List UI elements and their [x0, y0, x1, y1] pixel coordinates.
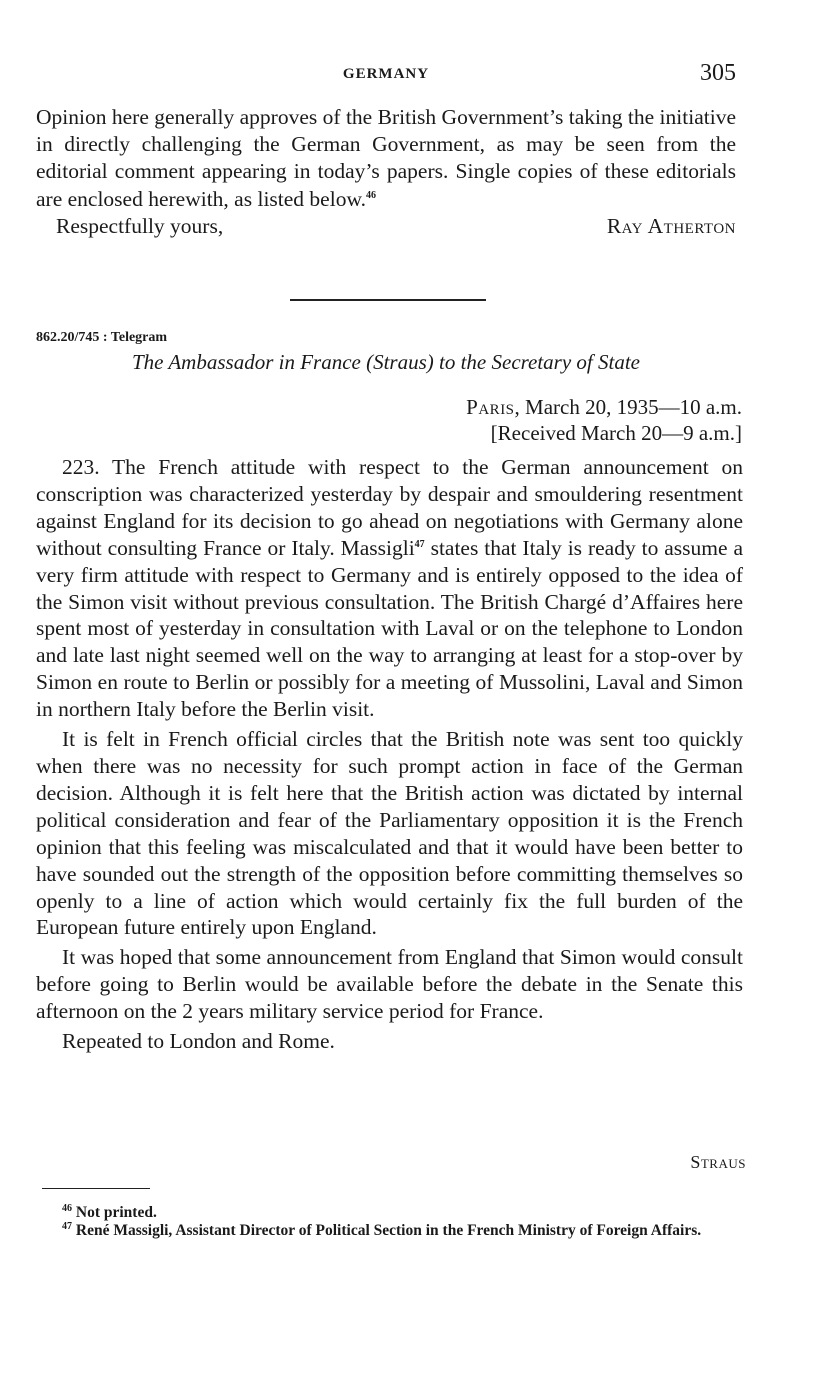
running-title: GERMANY [342, 66, 430, 82]
footnote-text: Not printed. [72, 1204, 157, 1221]
letter-signature: Ray Atherton [606, 213, 736, 238]
paragraph-1-text-b: states that Italy is ready to assume a very firm attitude with respect to Germany and is entirely opposed to the idea of the Simon visit without previous consultation. The British Chargé d’Affaires here spent most of yesterday in consultation with Laval or on the telephone to London and late last night seemed well on the way to arranging at least for a stop-over by Simon en route to Berlin or possibly for a meeting of Mussolini, Laval and Simon in northern Italy before the Berlin visit. [36, 535, 743, 722]
footnote-mark: 46 [62, 1202, 72, 1214]
telegram-paragraph-1 [36, 454, 743, 723]
letter-paragraph [36, 104, 736, 213]
letter-closing-line [36, 213, 736, 240]
telegram-body [36, 454, 743, 1055]
footnote-47 [42, 1222, 744, 1240]
footnote-ref-47[interactable]: 47 [414, 538, 425, 550]
footnote-ref-46[interactable]: 46 [365, 189, 376, 201]
complimentary-close: Respectfully yours, [56, 213, 224, 238]
document-title: The Ambassador in France (Straus) to the Secretary of State [131, 350, 641, 374]
dateline-received: [Received March 20—9 a.m.] [490, 421, 742, 445]
running-head [36, 60, 736, 94]
dateline-place: Paris [466, 395, 515, 419]
paragraph-1-text-a: The French attitude with respect to the German announcement on conscription was characterized yesterday by despair and smouldering resentment against England for its decision to go ahead on negotiations with Germany alone without consulting France or Italy. Massigli [36, 455, 743, 560]
footnote-text: René Massigli, Assistant Director of Political Section in the French Ministry of Foreign Affairs. [72, 1222, 702, 1239]
footnote-rule [42, 1188, 150, 1189]
telegram-signature: Straus [690, 1152, 746, 1172]
letter-ending [36, 104, 736, 240]
letter-paragraph-text: Opinion here generally approves of the British Government’s taking the initiative in directly challenging the German Government, as may be seen from the editorial comment appearing in today’s papers. Single copies of these editorials are enclosed herewith, as listed below. [36, 105, 736, 211]
footnote-46 [42, 1204, 744, 1222]
telegram-paragraph-4: Repeated to London and Rome. [62, 1029, 335, 1054]
section-divider [290, 299, 486, 301]
footnote-mark: 47 [62, 1220, 72, 1232]
page-number: 305 [700, 60, 736, 86]
file-reference: 862.20/745 : Telegram [36, 330, 168, 345]
dateline [466, 394, 742, 446]
telegram-number: 223. [62, 455, 100, 479]
telegram-paragraph-3: It was hoped that some announcement from England that Simon would consult before going to Berlin would be available before the debate in the Senate this afternoon on the 2 years military service period for France. [36, 945, 743, 1024]
telegram-paragraph-2: It is felt in French official circles that the British note was sent too quickly when there was no necessity for such prompt action in face of the German decision. Although it is felt here that the British action was dictated by internal political consideration and fear of the Parliamentary opposition it is the French opinion that this feeling was miscalculated and that it would have been better to have sounded out the strength of the opposition before committing themselves so openly to a line of action which would certainly fix the full burden of the European future entirely upon England. [36, 727, 743, 940]
dateline-sent [466, 394, 742, 420]
footnotes [42, 1204, 744, 1240]
dateline-date: , March 20, 1935—10 a.m. [514, 395, 742, 419]
